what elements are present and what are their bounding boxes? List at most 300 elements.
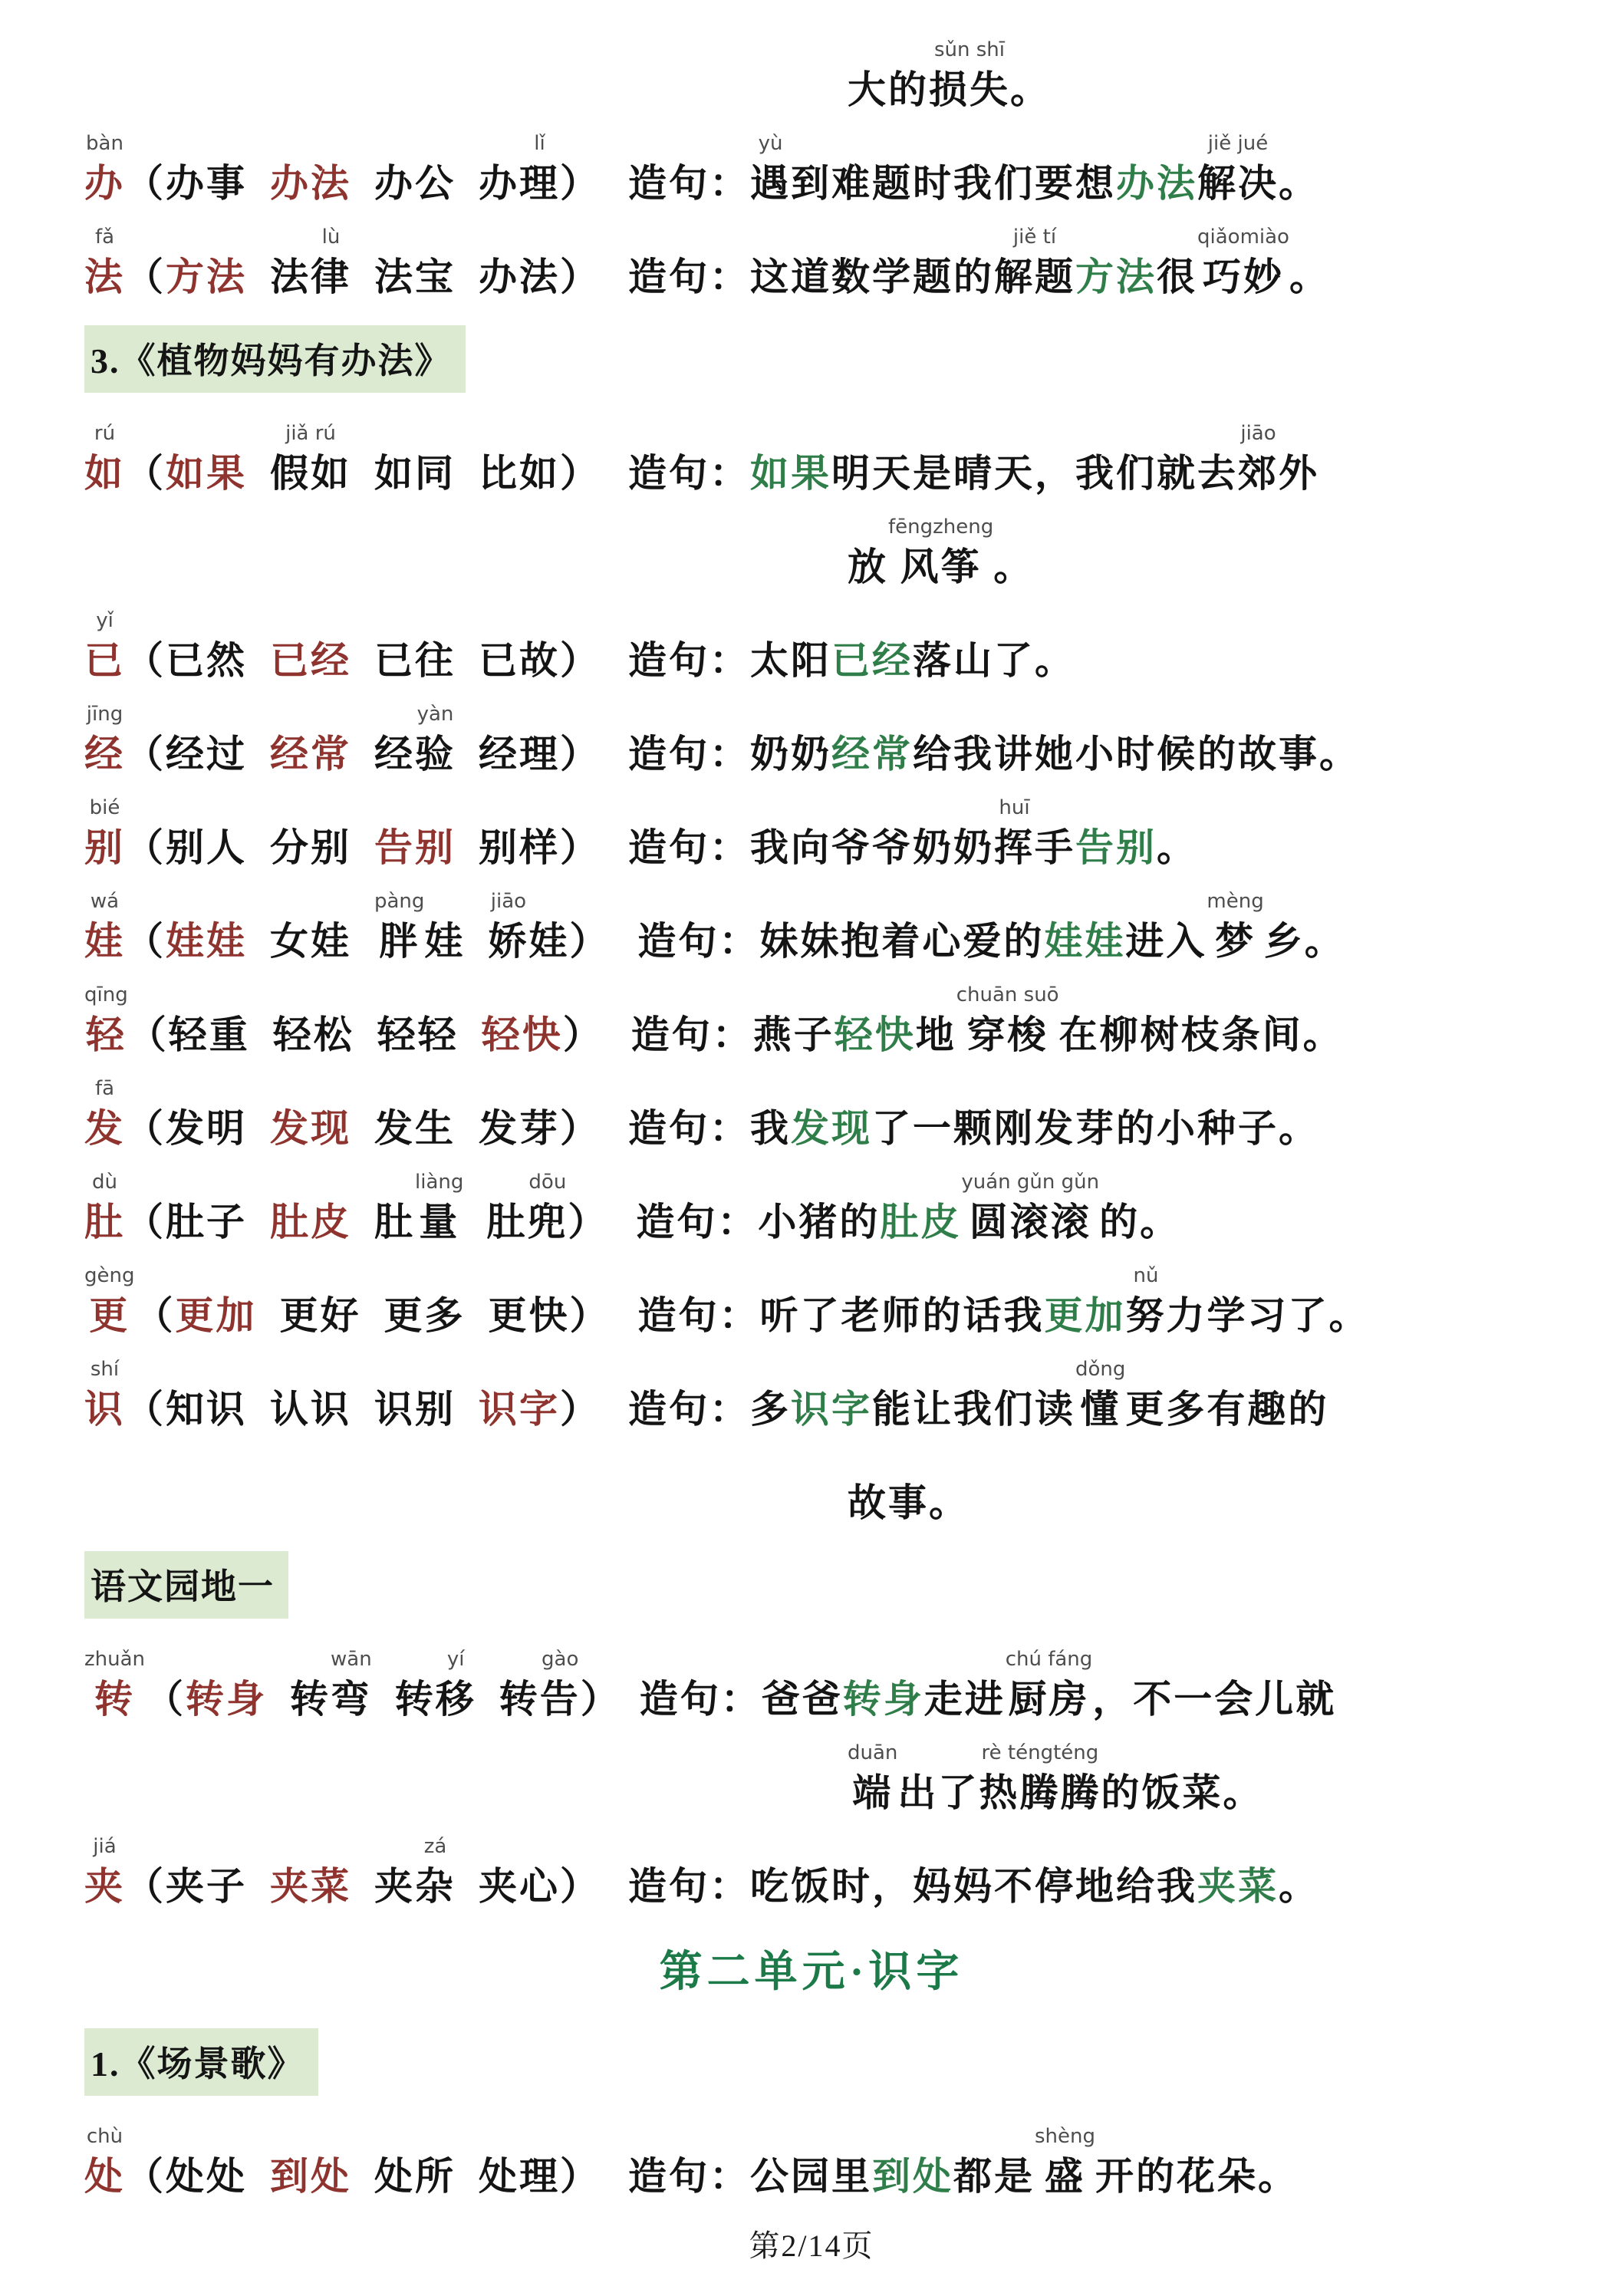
continuation-line — [0, 35, 1623, 115]
hanzi-text: 发现 — [270, 1107, 351, 1150]
hanzi-text: 移 — [435, 1678, 476, 1721]
pinyin: gèng — [84, 1264, 135, 1287]
char-group — [637, 1261, 759, 1341]
pinyin: zhuǎn — [84, 1648, 146, 1671]
continuation-line — [0, 1448, 1623, 1528]
pinyin: nǔ — [1133, 1264, 1159, 1287]
hanzi-text: 告别 — [374, 826, 456, 869]
hanzi-text: 已经 — [831, 639, 913, 682]
hanzi-text: 风筝 — [900, 545, 982, 588]
hanzi-text: 女娃 — [270, 920, 351, 963]
hanzi-text: 办 — [84, 162, 125, 205]
char-group — [1238, 419, 1279, 499]
char-group — [979, 1738, 1101, 1818]
char-group — [1279, 129, 1319, 209]
pinyin: dōu — [528, 1171, 567, 1194]
hanzi-text: 肚 — [486, 1201, 528, 1244]
hanzi-text: 的饭菜。 — [1101, 1771, 1264, 1814]
hanzi-text: 办法 — [1116, 162, 1197, 205]
char-group — [1044, 887, 1125, 967]
char-group — [1116, 129, 1197, 209]
hanzi-text: 圆滚滚 — [969, 1201, 1091, 1244]
char-group — [84, 887, 125, 967]
char-group — [374, 129, 456, 209]
hanzi-text: （ — [134, 1294, 176, 1337]
pinyin: zá — [423, 1835, 447, 1858]
pinyin: qiǎomiào — [1197, 226, 1289, 249]
hanzi-text: 努 — [1125, 1294, 1167, 1337]
hanzi-text: 处 — [84, 2155, 125, 2198]
hanzi-text: 夹菜 — [270, 1865, 351, 1908]
char-group — [134, 1261, 175, 1341]
hanzi-text: ） — [560, 1107, 601, 1150]
hanzi-text: 比如 — [479, 452, 560, 495]
char-group — [166, 1168, 247, 1247]
hanzi-text: （ — [125, 162, 166, 205]
hanzi-text: 已然 — [166, 639, 247, 682]
hanzi-text: ） — [560, 255, 601, 298]
pinyin: yuán gǔn gǔn — [961, 1171, 1100, 1194]
char-group — [628, 419, 750, 499]
char-group — [1075, 793, 1157, 873]
hanzi-text: 热腾腾 — [979, 1771, 1101, 1814]
char-group — [994, 222, 1075, 302]
hanzi-text: 吃饭时，妈妈不停地给我 — [750, 1865, 1197, 1908]
hanzi-text: 如 — [84, 452, 125, 495]
entry-line — [0, 222, 1623, 302]
hanzi-text: 办法 — [479, 255, 560, 298]
char-group — [479, 2122, 560, 2202]
hanzi-text: 律 — [311, 255, 351, 298]
char-group — [848, 512, 888, 592]
char-group — [166, 700, 247, 779]
pinyin: jiāo — [490, 890, 527, 913]
char-group — [831, 606, 913, 686]
hanzi-text: 经理 — [479, 733, 560, 776]
hanzi-text: 法 — [84, 255, 125, 298]
hanzi-text: 造句： — [639, 1678, 762, 1721]
pinyin: jiá — [93, 1835, 117, 1858]
hanzi-text: 造句： — [637, 920, 760, 963]
hanzi-text: 量 — [419, 1201, 460, 1244]
pinyin: chuān suō — [956, 983, 1059, 1006]
char-group — [479, 419, 560, 499]
hanzi-text: 法宝 — [374, 255, 456, 298]
hanzi-text: 造句： — [628, 1388, 750, 1431]
char-group — [270, 222, 311, 302]
hanzi-text: 转 — [499, 1678, 540, 1721]
char-group — [750, 419, 831, 499]
pinyin: huī — [999, 796, 1030, 819]
char-group — [125, 606, 166, 686]
char-group — [415, 1832, 456, 1912]
pinyin: shí — [90, 1358, 120, 1381]
hanzi-text: 告别 — [1075, 826, 1157, 869]
hanzi-text: 造句： — [630, 1013, 753, 1056]
section-heading: 1.《场景歌》 — [84, 2028, 318, 2096]
hanzi-text: （ — [125, 1107, 166, 1150]
char-group — [169, 980, 250, 1060]
hanzi-text: 夹 — [84, 1865, 125, 1908]
char-group — [848, 35, 929, 115]
hanzi-text: 更快 — [488, 1294, 570, 1337]
hanzi-text: 力学习了。 — [1166, 1294, 1370, 1337]
char-group — [125, 1074, 166, 1154]
pinyin: qīng — [84, 983, 128, 1006]
char-group — [560, 222, 601, 302]
pinyin: yǐ — [96, 609, 114, 632]
hanzi-text: （ — [125, 1865, 166, 1908]
char-group — [628, 606, 750, 686]
page-footer: 第2/14页 — [749, 2228, 874, 2263]
char-group — [84, 1355, 125, 1435]
pinyin: jiě jué — [1207, 132, 1269, 155]
hanzi-text: 已往 — [374, 639, 456, 682]
hanzi-text: ） — [568, 1201, 609, 1244]
char-group — [84, 1645, 145, 1724]
hanzi-text: 发生 — [374, 1107, 456, 1150]
hanzi-text: 在柳树枝条间。 — [1058, 1013, 1344, 1056]
hanzi-text: 造句： — [628, 733, 750, 776]
hanzi-text: 轻快 — [481, 1013, 563, 1056]
char-group — [1010, 35, 1051, 115]
char-group — [1006, 1645, 1093, 1724]
char-group — [175, 1261, 256, 1341]
unit-heading: 第二单元·识字 — [659, 1948, 964, 1996]
hanzi-text: 很 — [1157, 255, 1197, 298]
hanzi-text: 夹 — [374, 1865, 415, 1908]
hanzi-text: 经常 — [831, 733, 913, 776]
char-group — [872, 2122, 953, 2202]
char-group — [125, 419, 166, 499]
char-group — [84, 1261, 134, 1341]
entry-line — [0, 1355, 1623, 1435]
char-group — [560, 1832, 601, 1912]
char-group — [84, 419, 125, 499]
entry-line — [0, 1074, 1623, 1154]
char-group — [1197, 129, 1279, 209]
hanzi-text: 发 — [84, 1107, 125, 1150]
char-group — [750, 700, 831, 779]
hanzi-text: 发芽 — [479, 1107, 560, 1150]
char-group — [125, 700, 166, 779]
hanzi-text: 夹菜 — [1197, 1865, 1279, 1908]
hanzi-text: 妹妹抱着心爱的 — [759, 920, 1045, 963]
char-group — [374, 222, 456, 302]
char-group — [331, 1645, 372, 1724]
hanzi-text: 办 — [479, 162, 519, 205]
char-group — [166, 1832, 247, 1912]
hanzi-text: 到处 — [270, 2155, 351, 2198]
hanzi-text: （ — [125, 733, 166, 776]
hanzi-text: 办法 — [270, 162, 351, 205]
char-group — [1125, 1355, 1328, 1435]
continuation-line — [0, 1738, 1623, 1818]
pinyin: bàn — [86, 132, 123, 155]
char-group — [166, 793, 247, 873]
hanzi-text: 办事 — [166, 162, 247, 205]
char-group — [750, 1355, 791, 1435]
char-group — [750, 1074, 791, 1154]
hanzi-text: 更多有趣的 — [1125, 1388, 1329, 1431]
section-heading-line — [0, 2028, 1623, 2096]
pinyin: fǎ — [94, 226, 115, 249]
char-group — [872, 1355, 1075, 1435]
char-group — [1092, 1645, 1336, 1724]
hanzi-text: 造句： — [628, 1865, 750, 1908]
char-group — [628, 129, 750, 209]
hanzi-text: 发现 — [791, 1107, 872, 1150]
hanzi-text: 转 — [94, 1678, 135, 1721]
char-group — [831, 419, 1238, 499]
hanzi-text: 肚 — [84, 1201, 125, 1244]
hanzi-text: 端 — [852, 1771, 894, 1814]
char-group — [374, 1355, 456, 1435]
hanzi-text: 娃娃 — [1044, 920, 1126, 963]
char-group — [953, 2122, 1035, 2202]
char-group — [750, 1832, 1197, 1912]
char-group — [527, 1168, 568, 1247]
section-heading: 语文园地一 — [84, 1551, 288, 1619]
hanzi-text: ） — [569, 1294, 611, 1337]
hanzi-text: 这道数学题的 — [750, 255, 994, 298]
hanzi-text: 给我讲她小时候的故事。 — [913, 733, 1360, 776]
char-group — [843, 1645, 924, 1724]
hanzi-text: 解决 — [1197, 162, 1279, 205]
char-group — [436, 1645, 476, 1724]
char-group — [628, 1074, 750, 1154]
hanzi-text: 遇 — [750, 162, 791, 205]
char-group — [1125, 887, 1207, 967]
hanzi-text: 识别 — [374, 1388, 456, 1431]
char-group — [913, 700, 1360, 779]
hanzi-text: 造句： — [628, 162, 750, 205]
entry-line — [0, 700, 1623, 779]
char-group — [270, 1074, 351, 1154]
hanzi-text: 肚皮 — [270, 1201, 351, 1244]
char-group — [897, 1738, 979, 1818]
entry-line — [0, 2122, 1623, 2202]
hanzi-text: 识字 — [479, 1388, 560, 1431]
char-group — [374, 887, 424, 967]
char-group — [479, 793, 560, 873]
char-group — [1289, 222, 1330, 302]
hanzi-text: 奶奶 — [750, 733, 831, 776]
hanzi-text: 方法 — [1075, 255, 1157, 298]
hanzi-text: 到难题时我们要想 — [791, 162, 1116, 205]
char-group — [145, 1645, 186, 1724]
char-group — [913, 606, 1075, 686]
hanzi-text: ） — [560, 733, 601, 776]
pinyin: jīng — [86, 703, 123, 726]
char-group — [560, 1355, 601, 1435]
char-group — [166, 222, 247, 302]
hanzi-text: 方法 — [166, 255, 247, 298]
hanzi-text: 放 — [848, 545, 888, 588]
char-group — [166, 887, 247, 967]
char-group — [750, 2122, 872, 2202]
char-group — [374, 1168, 415, 1247]
hanzi-text: 夹子 — [166, 1865, 247, 1908]
char-group — [560, 419, 601, 499]
hanzi-text: 都是 — [953, 2155, 1035, 2198]
hanzi-text: 理 — [519, 162, 560, 205]
hanzi-text: 穿梭 — [966, 1013, 1049, 1056]
char-group — [499, 1645, 540, 1724]
char-group — [835, 980, 916, 1060]
hanzi-text: 识字 — [791, 1388, 872, 1431]
char-group — [560, 1074, 601, 1154]
char-group — [1279, 419, 1319, 499]
pinyin: chú fáng — [1005, 1648, 1093, 1671]
char-group — [1035, 2122, 1095, 2202]
char-group — [569, 1261, 610, 1341]
hanzi-text: ） — [560, 826, 601, 869]
hanzi-text: 更 — [89, 1294, 130, 1337]
char-group — [311, 222, 351, 302]
char-group — [84, 1832, 125, 1912]
hanzi-text: 办公 — [374, 162, 456, 205]
char-group — [560, 700, 601, 779]
hanzi-text: 。 — [1157, 826, 1197, 869]
char-group — [84, 222, 125, 302]
char-group — [628, 222, 750, 302]
hanzi-text: 造句： — [628, 452, 750, 495]
hanzi-text: ） — [560, 452, 601, 495]
hanzi-text: 。 — [1279, 1865, 1319, 1908]
hanzi-text: 多 — [750, 1388, 791, 1431]
hanzi-text: 更多 — [384, 1294, 466, 1337]
hanzi-text: 如同 — [374, 452, 456, 495]
hanzi-text: 杂 — [415, 1865, 456, 1908]
hanzi-text: 地 — [915, 1013, 956, 1056]
char-group — [848, 1738, 897, 1818]
hanzi-text: 盛 — [1045, 2155, 1085, 2198]
char-group — [384, 1261, 465, 1341]
hanzi-text: 转 — [394, 1678, 436, 1721]
pinyin: gào — [542, 1648, 579, 1671]
char-group — [750, 793, 994, 873]
continuation-line — [0, 512, 1623, 592]
hanzi-text: 转 — [290, 1678, 331, 1721]
char-group — [791, 1074, 872, 1154]
hanzi-text: 更加 — [1044, 1294, 1126, 1337]
char-group — [560, 2122, 601, 2202]
char-group — [791, 1355, 872, 1435]
hanzi-text: （ — [125, 826, 166, 869]
hanzi-text: 造句： — [637, 1294, 760, 1337]
pinyin: fēngzheng — [888, 516, 994, 539]
hanzi-text: 已经 — [270, 639, 351, 682]
char-group — [993, 512, 1034, 592]
char-group — [628, 793, 750, 873]
char-group — [374, 2122, 456, 2202]
char-group — [125, 1355, 166, 1435]
hanzi-text: 兜 — [527, 1201, 568, 1244]
char-group — [1044, 1261, 1125, 1341]
char-group — [84, 2122, 125, 2202]
hanzi-text: 肚 — [374, 1201, 415, 1244]
char-group — [166, 419, 247, 499]
char-group — [270, 700, 351, 779]
char-group — [1075, 1355, 1125, 1435]
pinyin: chù — [86, 2125, 123, 2148]
hanzi-text: 大的 — [848, 68, 929, 111]
char-group — [880, 1168, 961, 1247]
char-group — [479, 700, 560, 779]
entry-line — [0, 793, 1623, 873]
hanzi-text: （ — [125, 1201, 166, 1244]
hanzi-text: 知识 — [166, 1388, 247, 1431]
hanzi-text: 懂 — [1080, 1388, 1121, 1431]
hanzi-text: 手 — [1035, 826, 1075, 869]
char-group — [279, 1261, 360, 1341]
hanzi-text: 娃 — [84, 920, 125, 963]
pinyin: fā — [94, 1077, 115, 1100]
hanzi-text: 轻重 — [168, 1013, 250, 1056]
hanzi-text: 能让我们读 — [872, 1388, 1075, 1431]
hanzi-text: 胖 — [379, 920, 420, 963]
hanzi-text: 我向爷爷奶奶 — [750, 826, 994, 869]
char-group — [415, 1168, 463, 1247]
hanzi-text: 经 — [374, 733, 415, 776]
hanzi-text: 别 — [84, 826, 125, 869]
char-group — [1197, 222, 1289, 302]
hanzi-text: （ — [125, 1388, 166, 1431]
hanzi-text: 外 — [1279, 452, 1319, 495]
hanzi-text: 公园里 — [750, 2155, 872, 2198]
char-group — [637, 887, 759, 967]
entry-line — [0, 1832, 1623, 1912]
hanzi-text: 转身 — [186, 1678, 268, 1721]
char-group — [1157, 793, 1197, 873]
entry-line — [0, 129, 1623, 209]
char-group — [166, 606, 247, 686]
char-group — [750, 222, 994, 302]
hanzi-text: 损失 — [929, 68, 1010, 111]
hanzi-text: 梦 — [1215, 920, 1256, 963]
hanzi-text: 验 — [415, 733, 456, 776]
hanzi-text: 告 — [539, 1678, 581, 1721]
pinyin: jiǎ rú — [285, 422, 336, 445]
char-group — [125, 1832, 166, 1912]
char-group — [125, 887, 166, 967]
hanzi-text: 经 — [84, 733, 125, 776]
hanzi-text: 的。 — [1099, 1201, 1181, 1244]
char-group — [1125, 1261, 1166, 1341]
char-group — [528, 887, 569, 967]
char-group — [479, 222, 560, 302]
pinyin: wān — [331, 1648, 372, 1671]
char-group — [753, 980, 835, 1060]
hanzi-text: （ — [125, 639, 166, 682]
hanzi-text: 造句： — [636, 1201, 759, 1244]
pinyin: rú — [94, 422, 116, 445]
char-group — [84, 1168, 125, 1247]
hanzi-text: 。 — [993, 545, 1035, 588]
char-group — [750, 129, 791, 209]
hanzi-text: 巧妙 — [1202, 255, 1284, 298]
hanzi-text: 爸爸 — [761, 1678, 843, 1721]
hanzi-text: （ — [125, 452, 166, 495]
hanzi-text: 造句： — [628, 826, 750, 869]
char-group — [377, 980, 459, 1060]
pinyin: pàng — [374, 890, 425, 913]
char-group — [166, 1355, 247, 1435]
hanzi-text: 娃 — [528, 920, 570, 963]
pinyin: yù — [758, 132, 783, 155]
hanzi-text: 。 — [1289, 255, 1330, 298]
